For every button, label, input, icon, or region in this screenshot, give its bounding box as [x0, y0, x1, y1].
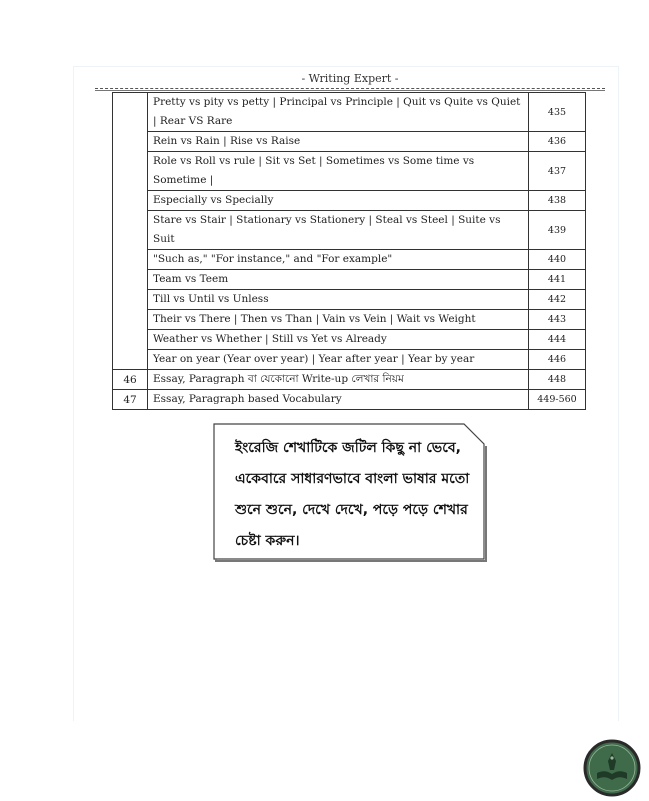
table-row: [113, 310, 586, 330]
row-number: [113, 93, 148, 370]
row-topic: Till vs Until vs Unless: [148, 290, 529, 310]
row-topic: Rein vs Rain | Rise vs Raise: [148, 132, 529, 152]
table-row: [113, 132, 586, 152]
row-page: 439: [529, 211, 586, 250]
row-page: 443: [529, 310, 586, 330]
table-row: [113, 350, 586, 370]
table-row: [113, 152, 586, 191]
table-row: [113, 290, 586, 310]
row-topic: Their vs There | Then vs Than | Vain vs Vein | Wait vs Weight: [148, 310, 529, 330]
row-page: 449-560: [529, 390, 586, 410]
table-row: [113, 211, 586, 250]
row-page: 448: [529, 370, 586, 390]
row-page: 441: [529, 270, 586, 290]
row-page: 446: [529, 350, 586, 370]
running-header: - Writing Expert -: [301, 72, 399, 85]
row-topic: "Such as," "For instance," and "For example": [148, 250, 529, 270]
table-row: [113, 250, 586, 270]
row-topic: Especially vs Specially: [148, 191, 529, 211]
row-page: 435: [529, 93, 586, 132]
row-number: 46: [113, 370, 148, 390]
header-rule: [95, 88, 605, 89]
book-pen-logo-icon: [583, 739, 641, 797]
row-topic: Essay, Paragraph বা যেকোনো Write-up লেখার নিয়ম: [148, 370, 529, 390]
row-page: 440: [529, 250, 586, 270]
row-topic: Essay, Paragraph based Vocabulary: [148, 390, 529, 410]
callout-line: একেবারে সাধারণভাবে বাংলা ভাষার মতো: [235, 471, 470, 487]
row-topic: Weather vs Whether | Still vs Yet vs Already: [148, 330, 529, 350]
row-topic: Stare vs Stair | Stationary vs Stationery | Steal vs Steel | Suite vs Suit: [148, 211, 529, 250]
header-rule-solid: [95, 90, 605, 91]
row-page: 437: [529, 152, 586, 191]
table-row: [113, 330, 586, 350]
table-row: [113, 370, 586, 390]
table-row: [113, 93, 586, 132]
row-topic: Pretty vs pity vs petty | Principal vs Principle | Quit vs Quite vs Quiet | Rear VS Rare: [148, 93, 529, 132]
row-topic: Role vs Roll vs rule | Sit vs Set | Sometimes vs Some time vs Sometime |: [148, 152, 529, 191]
row-topic: Year on year (Year over year) | Year after year | Year by year: [148, 350, 529, 370]
table-row: [113, 390, 586, 410]
row-number: 47: [113, 390, 148, 410]
row-page: 442: [529, 290, 586, 310]
toc-table: [112, 92, 586, 410]
row-topic: Team vs Teem: [148, 270, 529, 290]
tip-callout: [211, 421, 487, 562]
callout-line: ইংরেজি শেখাটিকে জটিল কিছু না ভেবে,: [235, 440, 461, 456]
row-page: 436: [529, 132, 586, 152]
table-row: [113, 270, 586, 290]
callout-line: চেষ্টা করুন।: [235, 533, 300, 549]
callout-line: শুনে শুনে, দেখে দেখে, পড়ে পড়ে শেখার: [235, 502, 468, 518]
table-row: [113, 191, 586, 211]
callout-text: [235, 433, 475, 557]
row-page: 438: [529, 191, 586, 211]
row-page: 444: [529, 330, 586, 350]
